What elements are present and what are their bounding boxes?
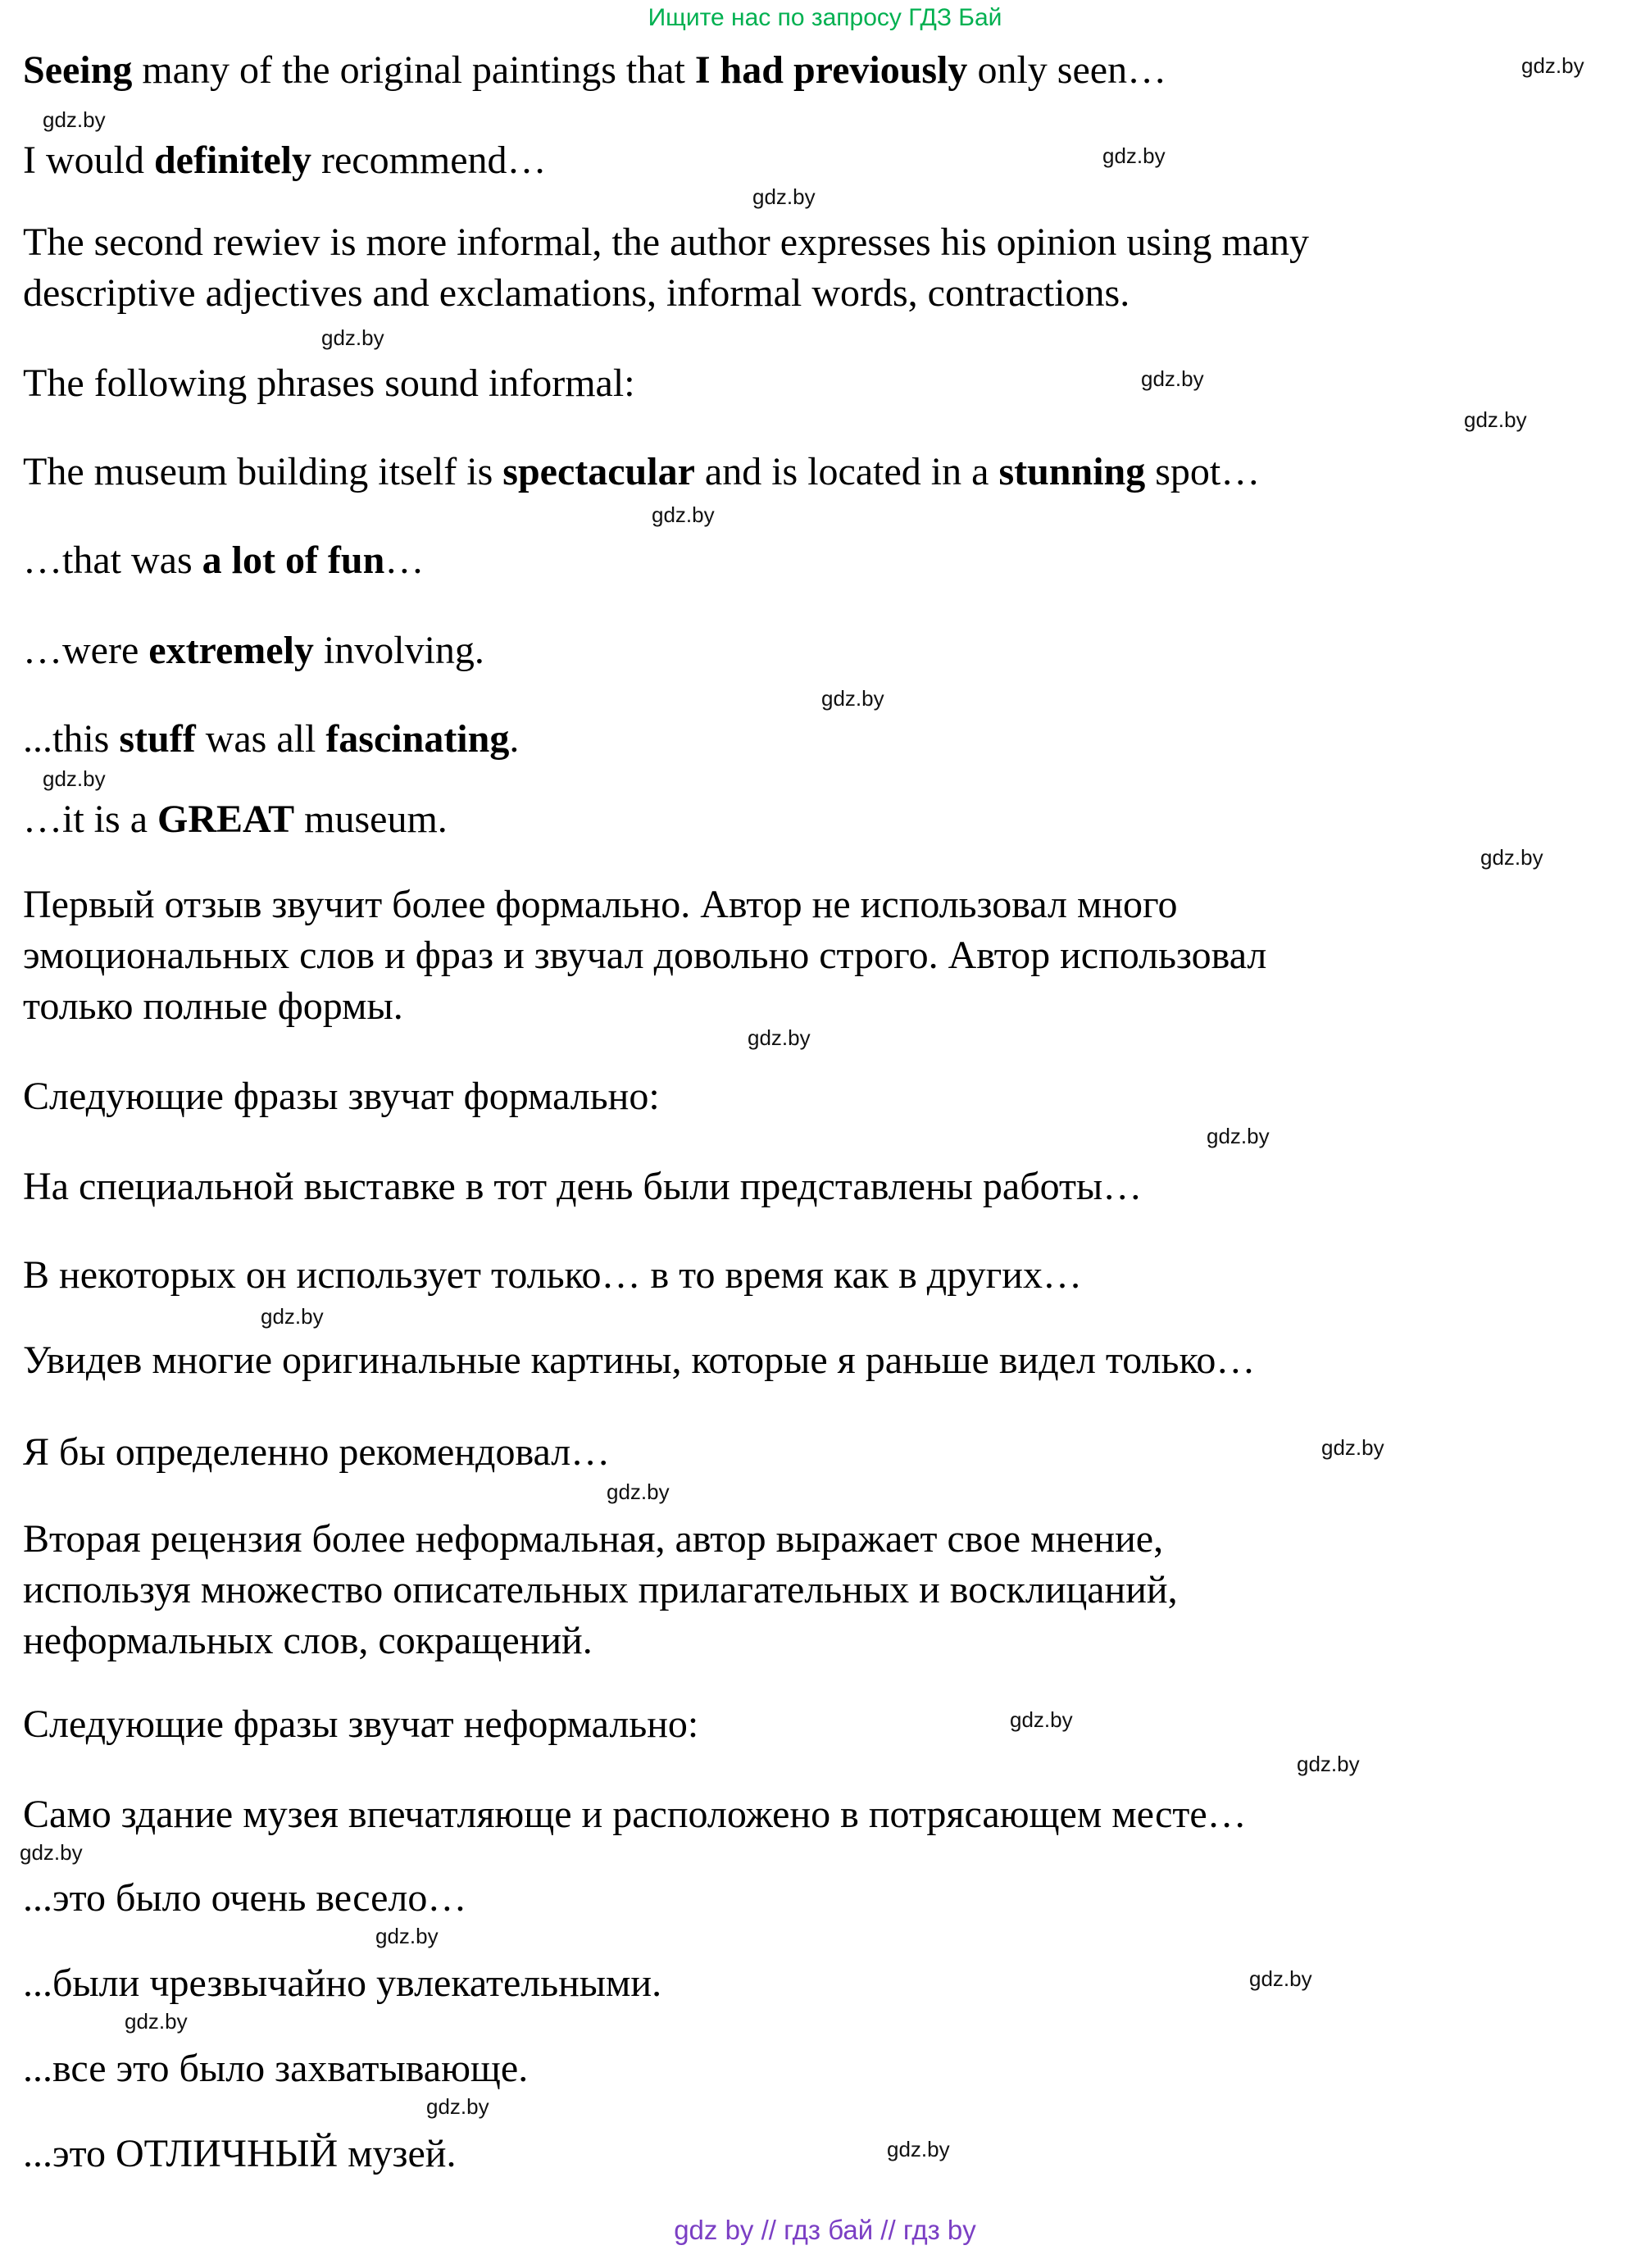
text-line: Seeing many of the original paintings that I had previously only seen… <box>23 48 1167 92</box>
watermark: gdz.by <box>426 2094 489 2119</box>
watermark: gdz.by <box>748 1025 811 1050</box>
text-line: …that was a lot of fun… <box>23 539 425 582</box>
watermark: gdz.by <box>43 766 106 791</box>
watermark: gdz.by <box>821 686 884 711</box>
watermark: gdz.by <box>1521 53 1584 78</box>
watermark: gdz.by <box>1249 1966 1312 1991</box>
watermark: gdz.by <box>1141 366 1204 391</box>
text-line: I would definitely recommend… <box>23 139 547 182</box>
watermark: gdz.by <box>375 1924 439 1948</box>
watermark: gdz.by <box>43 107 106 132</box>
watermark: gdz.by <box>1480 845 1543 870</box>
text-line: Следующие фразы звучат неформально: <box>23 1702 699 1746</box>
watermark: gdz.by <box>887 2137 950 2161</box>
watermark: gdz.by <box>261 1304 324 1329</box>
text-line: …it is a GREAT museum. <box>23 798 448 841</box>
text-line: Я бы определенно рекомендовал… <box>23 1430 611 1474</box>
text-line: ...this stuff was all fascinating. <box>23 717 520 761</box>
promo-header: Ищите нас по запросу ГДЗ Бай <box>648 4 1002 31</box>
text-line: Само здание музея впечатляюще и расположено в потрясающем месте… <box>23 1793 1247 1836</box>
text-line: Вторая рецензия более неформальная, автор выражает свое мнение, <box>23 1517 1164 1561</box>
text-line: Увидев многие оригинальные картины, которые я раньше видел только… <box>23 1339 1256 1382</box>
text-line: ...все это было захватывающе. <box>23 2047 529 2090</box>
text-line: Следующие фразы звучат формально: <box>23 1075 660 1118</box>
text-line: …were extremely involving. <box>23 629 484 672</box>
text-line: ...это было очень весело… <box>23 1876 467 1920</box>
text-line: Первый отзыв звучит более формально. Автор не использовал много <box>23 883 1178 926</box>
watermark: gdz.by <box>1102 143 1166 168</box>
text-line: descriptive adjectives and exclamations, informal words, contractions. <box>23 271 1130 315</box>
watermark: gdz.by <box>1207 1124 1270 1148</box>
text-line: используя множество описательных прилагательных и восклицаний, <box>23 1568 1178 1611</box>
watermark: gdz.by <box>607 1479 670 1504</box>
text-line: только полные формы. <box>23 984 403 1028</box>
text-line: эмоциональных слов и фраз и звучал довольно строго. Автор использовал <box>23 934 1267 977</box>
text-line: ...это ОТЛИЧНЫЙ музей. <box>23 2132 457 2175</box>
watermark: gdz.by <box>652 502 715 527</box>
watermark: gdz.by <box>20 1840 83 1865</box>
watermark: gdz.by <box>125 2009 188 2034</box>
watermark: gdz.by <box>321 325 384 350</box>
text-line: The second rewiev is more informal, the author expresses his opinion using many <box>23 220 1309 264</box>
text-line: На специальной выставке в тот день были представлены работы… <box>23 1165 1143 1208</box>
watermark: gdz.by <box>1297 1752 1360 1776</box>
text-line: ...были чрезвычайно увлекательными. <box>23 1961 662 2005</box>
watermark: gdz.by <box>752 184 816 209</box>
text-line: В некоторых он использует только… в то время как в других… <box>23 1253 1082 1297</box>
text-line: The following phrases sound informal: <box>23 361 635 405</box>
watermark: gdz.by <box>1464 407 1527 432</box>
text-line: The museum building itself is spectacular and is located in a stunning spot… <box>23 450 1261 493</box>
watermark: gdz.by <box>1010 1707 1073 1732</box>
watermark: gdz.by <box>1321 1435 1384 1460</box>
footer-links: gdz by // гдз бай // гдз by <box>674 2215 976 2245</box>
text-line: неформальных слов, сокращений. <box>23 1619 593 1662</box>
